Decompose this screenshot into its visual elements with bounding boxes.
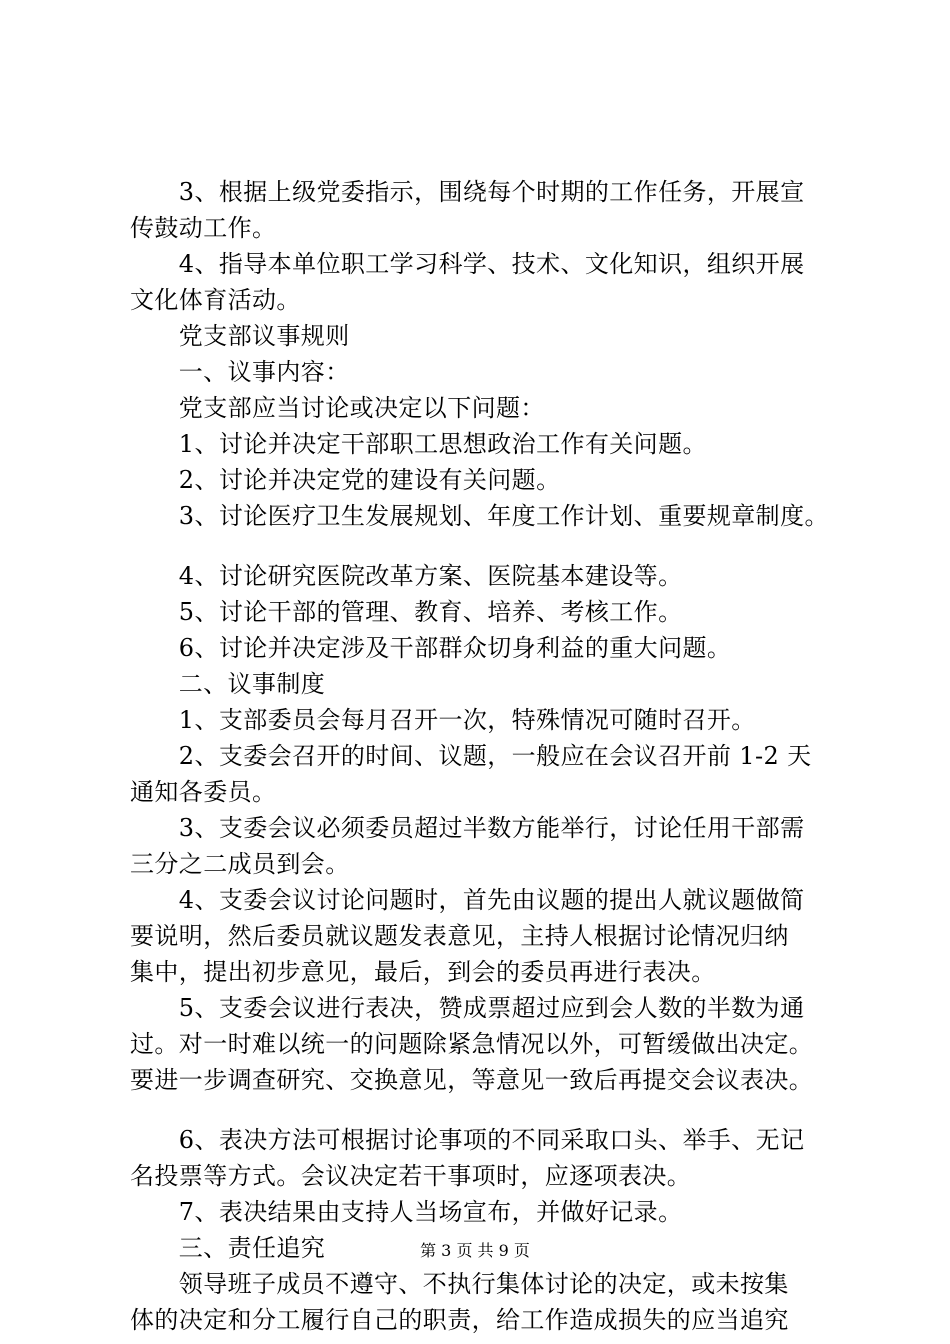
text-line: 体的决定和分工履行自己的职责，给工作造成损失的应当追究 — [130, 1306, 789, 1334]
text-line: 名投票等方式。会议决定若干事项时，应逐项表决。 — [130, 1162, 692, 1190]
text-line: 1、支部委员会每月召开一次，特殊情况可随时召开。 — [130, 706, 756, 734]
text-line: 通知各委员。 — [130, 778, 277, 806]
paragraph-spacer — [130, 1098, 840, 1122]
text-line: 6、表决方法可根据讨论事项的不同采取口头、举手、无记 — [130, 1126, 805, 1154]
text-line: 党支部议事规则 — [130, 322, 350, 350]
document-body — [130, 174, 840, 1338]
text-line: 传鼓动工作。 — [130, 214, 277, 242]
text-line: 二、议事制度 — [130, 670, 326, 698]
text-line: 7、表决结果由支持人当场宣布，并做好记录。 — [130, 1198, 683, 1226]
text-line: 1、讨论并决定干部职工思想政治工作有关问题。 — [130, 430, 707, 458]
text-line: 3、支委会议必须委员超过半数方能举行，讨论任用干部需 — [130, 814, 805, 842]
text-line: 过。对一时难以统一的问题除紧急情况以外，可暂缓做出决定。 — [130, 1030, 814, 1058]
text-line: 2、支委会召开的时间、议题，一般应在会议召开前 1-2 天 — [130, 742, 812, 770]
text-line: 5、支委会议进行表决，赞成票超过应到会人数的半数为通 — [130, 994, 805, 1022]
text-line: 6、讨论并决定涉及干部群众切身利益的重大问题。 — [130, 634, 732, 662]
text-line: 5、讨论干部的管理、教育、培养、考核工作。 — [130, 598, 683, 626]
text-line: 三、责任追究 — [130, 1234, 326, 1262]
text-line: 4、指导本单位职工学习科学、技术、文化知识，组织开展 — [130, 250, 805, 278]
text-line: 文化体育活动。 — [130, 286, 301, 314]
paragraph-spacer — [130, 534, 840, 558]
page-number: 第 3 页 共 9 页 — [420, 1241, 530, 1260]
text-line: 3、根据上级党委指示，围绕每个时期的工作任务，开展宣 — [130, 178, 805, 206]
text-line: 要说明，然后委员就议题发表意见，主持人根据讨论情况归纳 — [130, 922, 789, 950]
text-line: 三分之二成员到会。 — [130, 850, 350, 878]
text-line: 2、讨论并决定党的建设有关问题。 — [130, 466, 561, 494]
text-line: 4、讨论研究医院改革方案、医院基本建设等。 — [130, 562, 683, 590]
text-line: 3、讨论医疗卫生发展规划、年度工作计划、重要规章制度。 — [130, 502, 829, 530]
text-line: 领导班子成员不遵守、不执行集体讨论的决定，或未按集 — [130, 1270, 789, 1298]
text-line: 要进一步调查研究、交换意见，等意见一致后再提交会议表决。 — [130, 1066, 814, 1094]
text-line: 一、议事内容： — [130, 358, 350, 386]
text-line: 党支部应当讨论或决定以下问题： — [130, 394, 545, 422]
text-line: 集中，提出初步意见，最后，到会的委员再进行表决。 — [130, 958, 716, 986]
text-line: 4、支委会议讨论问题时，首先由议题的提出人就议题做简 — [130, 886, 805, 914]
